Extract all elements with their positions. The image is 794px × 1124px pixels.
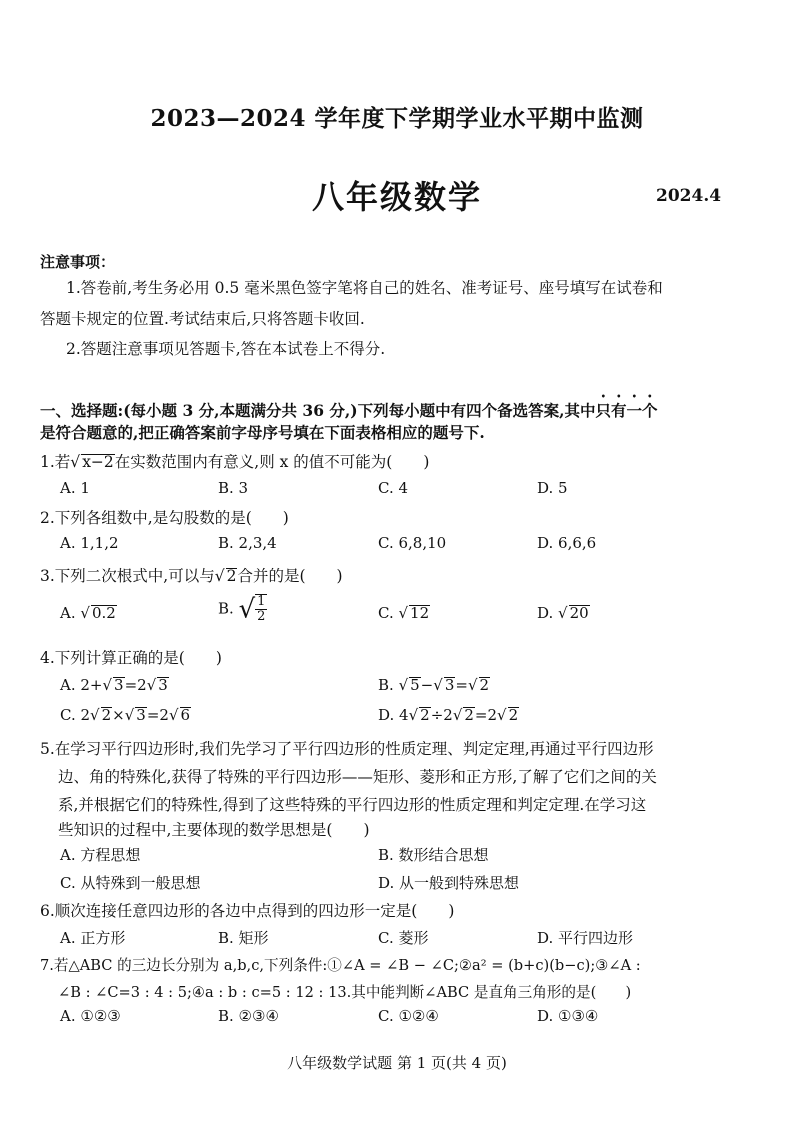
q3-option-a-label: A. (60, 604, 76, 622)
exam-title: 2023—2024 学年度下学期学业水平期中监测 (150, 105, 644, 132)
question-5-line-4: 些知识的过程中,主要体现的数学思想是( ) (58, 821, 370, 839)
q4-option-d: D. 4√ 2÷2√ 2=2√ 2 (378, 706, 519, 724)
q1-option-d: D. 5 (537, 479, 568, 497)
q1-option-c: C. 4 (378, 479, 409, 497)
q4a-label: A. 2+ (60, 676, 103, 694)
q3-option-c-radicand: 12 (410, 604, 430, 622)
q2-option-d: D. 6,6,6 (537, 534, 597, 552)
q4d-rad-3: 2 (508, 706, 519, 724)
q3-option-d: D. √ 20 (537, 604, 589, 622)
section-1-instructions-line-1 (40, 391, 658, 421)
q4b-rad-3: 2 (479, 676, 490, 694)
q3-stem-radicand: 2 (226, 567, 237, 585)
q6-option-c: C. 菱形 (378, 929, 429, 947)
q4-option-b: B. √ 5−√ 3=√ 2 (378, 676, 490, 694)
q3-option-a: A. √ 0.2 (60, 604, 116, 622)
q3-option-c: C. √ 12 (378, 604, 430, 622)
q3-stem-prefix: 3.下列二次根式中,可以与 (40, 567, 215, 585)
q4-option-c: C. 2√ 2×√ 3=2√ 6 (60, 706, 191, 724)
q4d-mid-2: =2 (474, 706, 498, 724)
q4b-rad-2: 3 (444, 676, 455, 694)
q3-option-c-label: C. (378, 604, 394, 622)
notes-heading: 注意事项： (40, 253, 116, 271)
q4b-mid: − (420, 676, 434, 694)
question-5-line-2: 边、角的特殊化,获得了特殊的平行四边形——矩形、菱形和正方形,了解了它们之间的关 (58, 768, 657, 786)
q4b-rad-1: 5 (410, 676, 420, 694)
question-1-stem: 1.若√ x−2在实数范围内有意义,则 x 的值不可能为( ) (40, 453, 430, 471)
q3-option-d-label: D. (537, 604, 554, 622)
question-5-line-3: 系,并根据它们的特殊性,得到了这些特殊的平行四边形的性质定理和判定定理.在学习这 (58, 796, 647, 814)
q4a-rad-2: 3 (158, 676, 168, 694)
q4d-rad-2: 2 (464, 706, 474, 724)
q5-option-a: A. 方程思想 (60, 846, 141, 864)
question-2-stem: 2.下列各组数中,是勾股数的是( ) (40, 509, 289, 527)
q2-option-b: B. 2,3,4 (218, 534, 277, 552)
q4c-rad-3: 6 (180, 706, 191, 724)
question-7-line-2: ∠B : ∠C=3 : 4 : 5;④a : b : c=5 : 12 : 13.其中能判断∠ABC 是直角三角形的是( ) (58, 984, 632, 1001)
q4d-label: D. 4 (378, 706, 409, 724)
q4d-rad-1: 2 (420, 706, 430, 724)
q1-option-a: A. 1 (60, 479, 90, 497)
notes-item-1-line-2: 答题卡规定的位置.考试结束后,只将答题卡收回. (40, 310, 365, 328)
q7-option-a: A. ①②③ (60, 1007, 121, 1025)
q3-stem-suffix: 合并的是( ) (237, 567, 343, 585)
q3-option-b: B. √ $\frac{1}{2}$ (218, 594, 266, 625)
q4a-mid: =2 (124, 676, 147, 694)
q5-option-b: B. 数形结合思想 (378, 846, 489, 864)
q4a-rad-1: 3 (114, 676, 124, 694)
q6-option-b: B. 矩形 (218, 929, 269, 947)
page-footer: 八年级数学试题 第 1 页(共 4 页) (287, 1054, 507, 1072)
subject-title: 八年级数学 (311, 178, 482, 216)
question-6-stem: 6.顺次连接任意四边形的各边中点得到的四边形一定是( ) (40, 902, 455, 920)
q1-radicand: x−2 (82, 453, 114, 471)
q6-option-d: D. 平行四边形 (537, 929, 634, 947)
q4c-mid-2: =2 (146, 706, 169, 724)
section-1-instructions-line-2: 是符合题意的,把正确答案前字母序号填在下面表格相应的题号下. (40, 423, 485, 442)
q1-stem-suffix: 在实数范围内有意义,则 x 的值不可能为( ) (114, 453, 430, 471)
q4-option-a: A. 2+√ 3=2√ 3 (60, 676, 168, 694)
q1-stem-prefix: 1.若 (40, 453, 71, 471)
notes-item-1-line-1: 1.答卷前,考生务必用 0.5 毫米黑色签字笔将自己的姓名、准考证号、座号填写在试卷和 (66, 279, 663, 297)
section-1-text: 一、选择题:(每小题 3 分,本题满分共 36 分,)下列每小题中有四个备选答案,其中 (40, 401, 596, 420)
question-5-line-1: 5.在学习平行四边形时,我们先学习了平行四边形的性质定理、判定定理,再通过平行四边形 (40, 740, 654, 758)
q3-option-a-radicand: 0.2 (91, 604, 116, 622)
q5-option-c: C. 从特殊到一般思想 (60, 874, 201, 892)
q5-option-d: D. 从一般到特殊思想 (378, 874, 520, 892)
q4b-mid-2: = (455, 676, 468, 694)
q4c-label: C. 2 (60, 706, 91, 724)
q4d-mid: ÷2 (430, 706, 453, 724)
q6-option-a: A. 正方形 (60, 929, 126, 947)
q3-option-b-fraction (255, 594, 267, 625)
question-4-stem: 4.下列计算正确的是( ) (40, 649, 222, 667)
section-1-emphasis: 只有一个 (595, 401, 658, 420)
notes-item-2: 2.答题注意事项见答题卡,答在本试卷上不得分. (66, 340, 386, 358)
question-7-line-1: 7.若△ABC 的三边长分别为 a,b,c,下列条件:①∠A = ∠B − ∠C;②a² = (b+c)(b−c);③∠A : (40, 957, 641, 974)
q2-option-c: C. 6,8,10 (378, 534, 447, 552)
q4b-label: B. (378, 676, 399, 694)
exam-date: 2024.4 (656, 186, 722, 206)
q3-option-b-numerator: 1 (257, 594, 266, 609)
q3-option-b-label: B. (218, 599, 234, 618)
q7-option-d: D. ①③④ (537, 1007, 599, 1025)
q4c-mid: × (112, 706, 125, 724)
q2-option-a: A. 1,1,2 (60, 534, 119, 552)
q7-option-b: B. ②③④ (218, 1007, 279, 1025)
q3-option-d-radicand: 20 (569, 604, 589, 622)
q3-option-b-denominator: 2 (257, 609, 266, 625)
q4c-rad-2: 3 (136, 706, 146, 724)
q7-option-c: C. ①②④ (378, 1007, 439, 1025)
q4c-rad-1: 2 (101, 706, 112, 724)
q1-option-b: B. 3 (218, 479, 249, 497)
question-3-stem: 3.下列二次根式中,可以与√ 2合并的是( ) (40, 567, 343, 585)
